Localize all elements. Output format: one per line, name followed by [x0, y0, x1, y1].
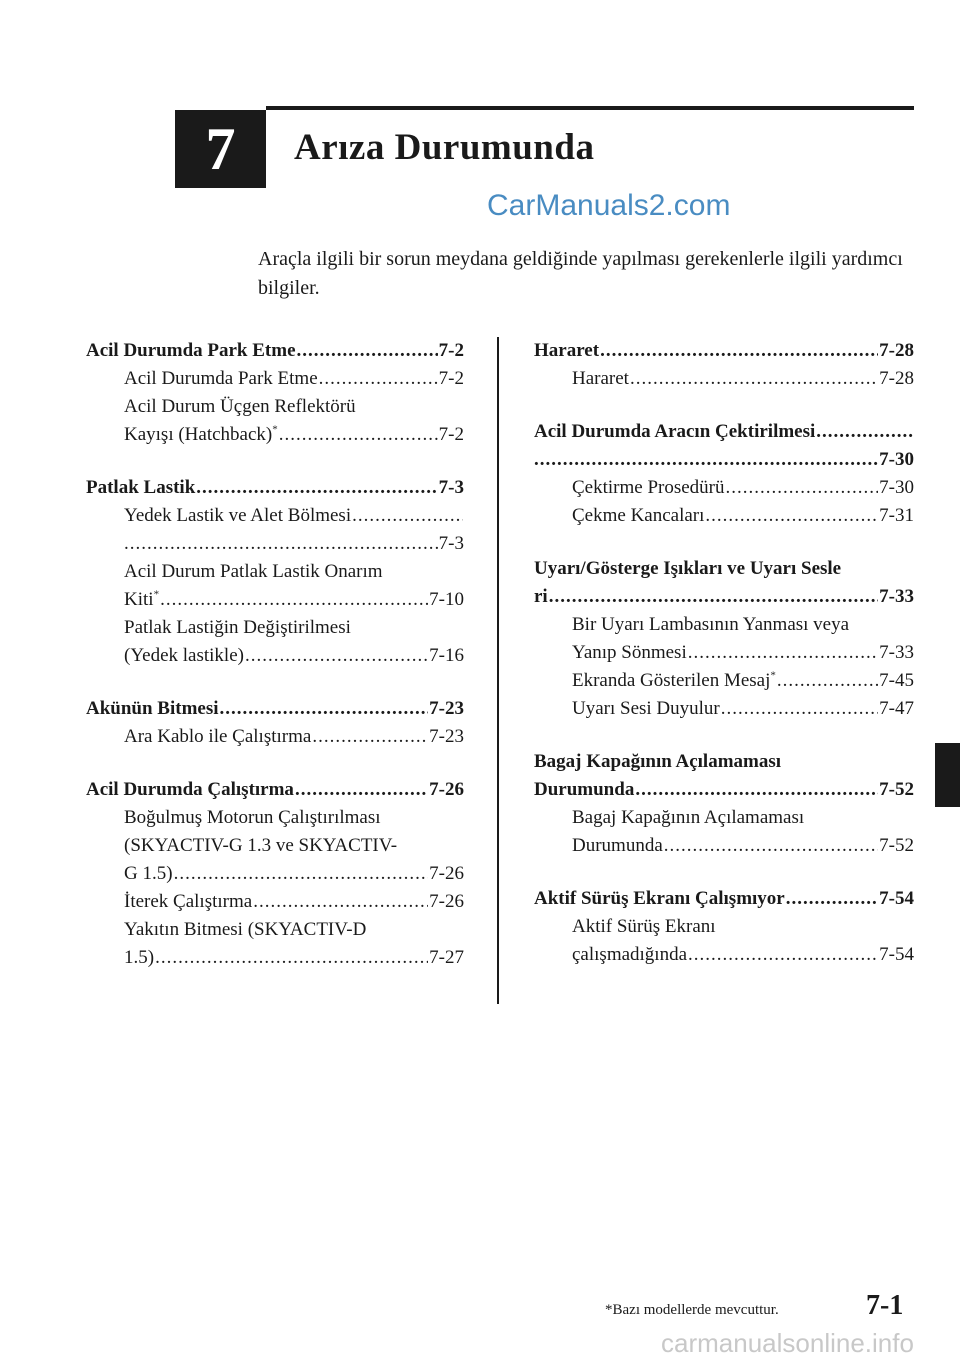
page-number: 7-1 [866, 1290, 904, 1321]
toc-entry[interactable]: Patlak Lastiğin Değiştirilmesi [124, 617, 351, 638]
toc-heading[interactable]: Acil Durumda Aracın Çektirilmesi ..... [534, 418, 914, 446]
toc-entry[interactable]: Bagaj Kapağının Açılamaması [572, 807, 805, 828]
toc-heading[interactable]: Hararet ..... 7-28 [534, 337, 914, 365]
toc-entry[interactable]: Uyarı Sesi Duyulur ..... 7-47 [534, 695, 914, 723]
toc-section [86, 776, 464, 972]
toc-entry-cont[interactable]: Yanıp Sönmesi ..... 7-33 [534, 639, 914, 667]
toc-section [86, 474, 464, 670]
footnote-star: * [153, 588, 160, 601]
toc-entry[interactable]: Boğulmuş Motorun Çalıştırılması [124, 807, 381, 828]
toc-heading[interactable]: Aktif Sürüş Ekranı Çalışmıyor ..... 7-54 [534, 885, 914, 913]
toc-entry[interactable]: Acil Durum Patlak Lastik Onarım [124, 561, 383, 582]
footnote-star: * [272, 423, 278, 436]
chapter-number: 7 [205, 116, 236, 182]
toc-right-column [534, 337, 914, 994]
toc-entry-cont[interactable]: Durumunda ..... 7-52 [534, 832, 914, 860]
toc-entry[interactable]: Acil Durum Üçgen Reflektörü [124, 396, 356, 417]
toc-entry[interactable]: Çektirme Prosedürü ..... 7-30 [534, 474, 914, 502]
column-divider [497, 337, 499, 1004]
toc-entry-cont[interactable]: çalışmadığında ..... 7-54 [534, 941, 914, 969]
toc-heading-cont[interactable]: ..... 7-30 [534, 446, 914, 474]
toc-entry[interactable]: Acil Durumda Park Etme ..... 7-2 [86, 365, 464, 393]
toc-entry[interactable]: Çekme Kancaları ..... 7-31 [534, 502, 914, 530]
toc-entry-cont[interactable]: (Yedek lastikle) ..... 7-16 [86, 642, 464, 670]
toc-heading[interactable]: Akünün Bitmesi ..... 7-23 [86, 695, 464, 723]
toc-entry-cont[interactable]: 1.5) ..... 7-27 [86, 944, 464, 972]
chapter-intro: Araçla ilgili bir sorun meydana geldiğinde yapılması gerekenlerle ilgili yardımcı bilgiler. [258, 248, 903, 299]
toc-entry-cont[interactable]: (SKYACTIV-G 1.3 ve SKYACTIV- [124, 835, 398, 856]
toc-section [534, 885, 914, 969]
toc-entry-cont[interactable]: ..... 7-3 [86, 530, 464, 558]
toc-entry[interactable]: Yedek Lastik ve Alet Bölmesi ..... [86, 502, 464, 530]
toc-section [534, 418, 914, 530]
toc-section [534, 555, 914, 723]
watermark-bottom: carmanualsonline.info [661, 1328, 914, 1358]
toc-heading-cont[interactable]: Durumunda ..... 7-52 [534, 776, 914, 804]
toc-section [86, 695, 464, 751]
toc-section [534, 748, 914, 860]
chapter-title: Arıza Durumunda [294, 127, 595, 168]
toc-section [86, 337, 464, 449]
toc-heading[interactable]: Uyarı/Gösterge Işıkları ve Uyarı Sesle [534, 558, 842, 579]
toc-heading[interactable]: Bagaj Kapağının Açılamaması [534, 751, 782, 772]
toc-entry-cont[interactable]: G 1.5) ..... 7-26 [86, 860, 464, 888]
toc-entry-cont[interactable]: Kayışı (Hatchback)* ..... 7-2 [86, 421, 464, 449]
toc-heading[interactable]: Patlak Lastik ..... 7-3 [86, 474, 464, 502]
toc-entry[interactable]: Ekranda Gösterilen Mesaj* ..... 7-45 [534, 667, 914, 695]
toc-left-column [86, 337, 464, 997]
toc-section [534, 337, 914, 393]
toc-entry-cont[interactable]: Kiti* ..... 7-10 [86, 586, 464, 614]
toc-entry[interactable]: Hararet ..... 7-28 [534, 365, 914, 393]
chapter-number-box [175, 110, 266, 188]
toc-entry[interactable]: Ara Kablo ile Çalıştırma ..... 7-23 [86, 723, 464, 751]
watermark-top: CarManuals2.com [487, 189, 731, 222]
footnote: *Bazı modellerde mevcuttur. [605, 1302, 779, 1318]
toc-heading-cont[interactable]: ri ..... 7-33 [534, 583, 914, 611]
toc-entry[interactable]: İterek Çalıştırma ..... 7-26 [86, 888, 464, 916]
toc-entry[interactable]: Bir Uyarı Lambasının Yanması veya [572, 614, 850, 635]
toc-heading[interactable]: Acil Durumda Park Etme ..... 7-2 [86, 337, 464, 365]
chapter-top-rule [266, 106, 914, 110]
toc-entry[interactable]: Yakıtın Bitmesi (SKYACTIV-D [124, 919, 367, 940]
toc-entry[interactable]: Aktif Sürüş Ekranı [572, 916, 716, 937]
footnote-star: * [770, 669, 776, 682]
chapter-thumb-tab [935, 743, 960, 807]
toc-heading[interactable]: Acil Durumda Çalıştırma ..... 7-26 [86, 776, 464, 804]
